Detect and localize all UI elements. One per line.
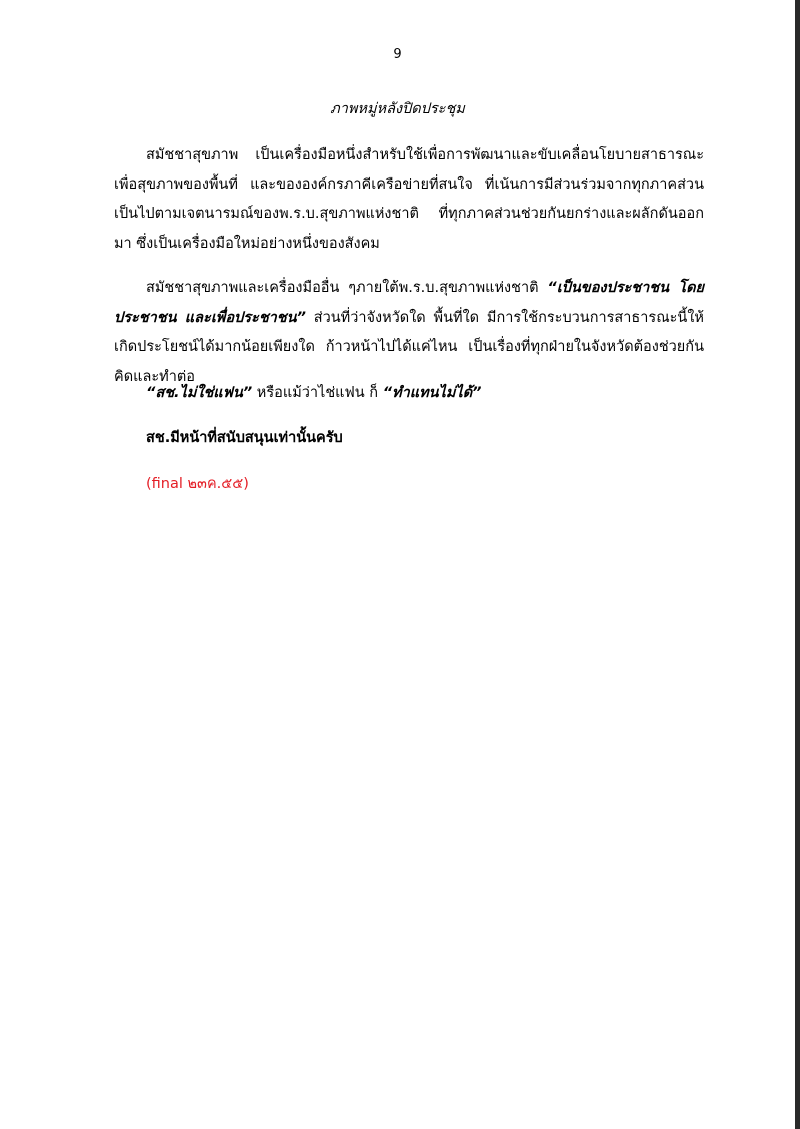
slogan-quote: “สช.ไม่ใช่แฟน” xyxy=(146,385,253,401)
slogan-line xyxy=(146,381,481,404)
slogan-quote: “ทำแทนไม่ได้” xyxy=(382,385,482,401)
paragraph-text: สมัชชาสุขภาพและเครื่องมืออื่น ๆภายใต้พ.ร.บ.สุขภาพแห่งชาติ xyxy=(146,280,548,296)
slogan-text: หรือแม้ว่าไช่แฟน ก็ xyxy=(252,385,383,401)
paragraph-health-assembly: สมัชชาสุขภาพ เป็นเครื่องมือหนึ่งสำหรับใช้เพื่อการพัฒนาและขับเคลื่อนโยบายสาธารณะเพื่อสุขภาพของพื้นที่ และขององค์กรภาคีเครือข่ายที่สนใจ ที่เน้นการมีส่วนร่วมจากทุกภาคส่วน เป็นไปตามเจตนารมณ์ของพ.ร.บ.สุขภาพแห่งชาติ ที่ทุกภาคส่วนช่วยกันยกร่างและผลักดันออกมา ซึ่งเป็นเครื่องมือใหม่อย่างหนึ่งของสังคม xyxy=(114,147,704,252)
page-number: 9 xyxy=(393,47,402,62)
final-note: (final ๒๓ค.๕๕) xyxy=(146,476,249,492)
photo-caption: ภาพหมู่หลังปิดประชุม xyxy=(330,101,465,117)
emphasis-quote: “เป็นของประชาชน โดยประชาชน และเพื่อประชาชน” xyxy=(114,280,704,326)
paragraph-tools-of-people xyxy=(114,274,704,392)
paragraph-text: ส่วนที่ว่าจังหวัดใด พื้นที่ใด มีการใช้กระบวนการสาธารณะนี้ให้เกิดประโยชน์ได้มากน้อยเพียงใด ก้าวหน้าไปได้แค่ไหน เป็นเรื่องที่ทุกฝ่ายในจังหวัดต้องช่วยกันคิดและทำต่อ xyxy=(114,309,704,385)
page-edge-border xyxy=(795,0,800,1129)
closing-statement: สช.มีหน้าที่สนับสนุนเท่านั้นครับ xyxy=(146,430,343,446)
